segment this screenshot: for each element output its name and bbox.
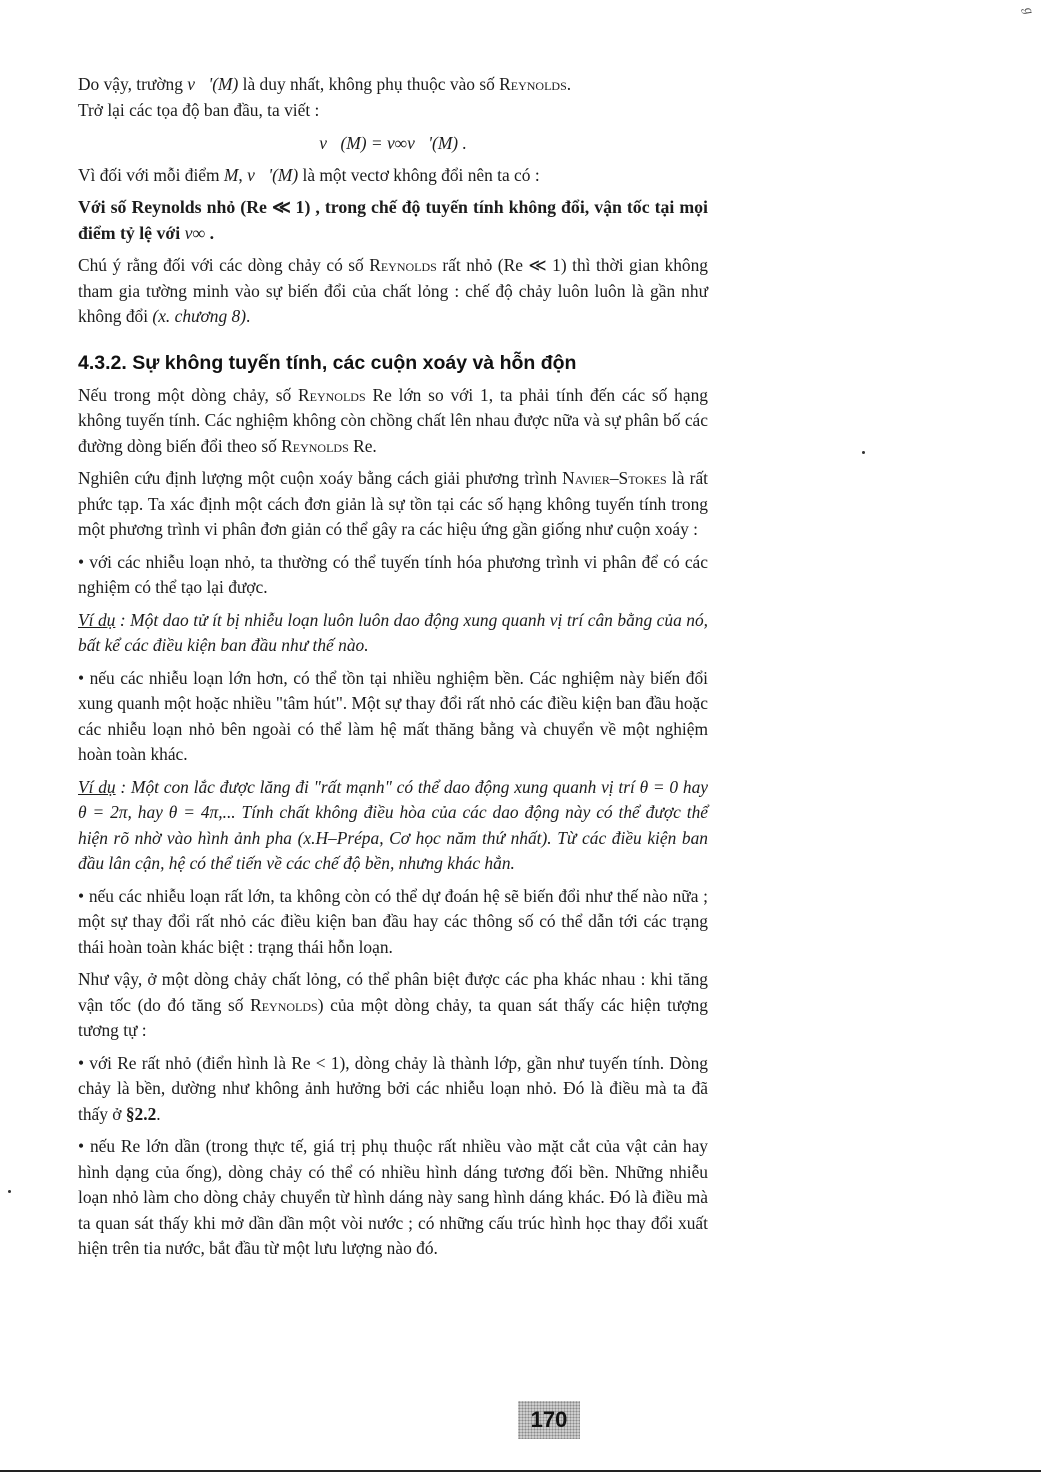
example-label: Ví dụ [78, 609, 116, 630]
text-run: Vì đối với mỗi điểm [78, 164, 224, 185]
bullet-low-re [78, 1051, 708, 1128]
text-run: • với Re rất nhỏ (điển hình là Re < 1), dòng chảy là thành lớp, gần như tuyến tính. Dòng chảy là bền, dường như không ảnh hưởng bởi các nhiễu loạn nhỏ. Đó là điều mà ta đã thấy ở [78, 1052, 708, 1124]
text-run: . [566, 74, 572, 94]
math-vprime-m: v⃗'(M) [247, 164, 299, 185]
reynolds-term: Reynolds [281, 435, 349, 456]
bullet-larger-perturbations: • nếu các nhiễu loạn lớn hơn, có thể tồn tại nhiều nghiệm bền. Các nghiệm này biến đổi xung quanh một hoặc nhiều "tâm hút". Một sự thay đổi rất nhỏ các điều kiện ban đầu hoặc các nhiễu loạn nhỏ bên ngoài có thể làm hệ mất thăng bằng và chuyển về một nghiệm hoàn toàn khác. [78, 667, 708, 764]
navier-stokes-term: Navier–Stokes [562, 468, 667, 488]
text-run: Nghiên cứu định lượng một cuộn xoáy bằng cách giải phương trình [78, 468, 563, 488]
bullet-small-perturbations: • với các nhiễu loạn nhỏ, ta thường có thể tuyến tính hóa phương trình vi phân để có các nghiệm có thể tạo lại được. [78, 551, 708, 597]
corner-scan-mark: ℊ [1019, 2, 1038, 19]
text-run: . [246, 306, 251, 326]
text-run: là rất phức tạp. Ta xác định một cách đơn giản là sự tồn tại các số hạng không tuyến tính trong một phương trình vi phân đơn giản có thể gây ra các hiệu ứng gần giống như cuộn xoáy : [78, 468, 708, 539]
text-run: ) của một dòng chảy, ta quan sát thấy các hiện tượng tương tự : [78, 994, 708, 1040]
scan-speck [862, 451, 865, 454]
paragraph-4 [78, 253, 708, 330]
bullet-increasing-re: • nếu Re lớn dần (trong thực tế, giá trị phụ thuộc rất nhiều vào mặt cắt của vật cản hay hình dạng của ống), dòng chảy có thể có nhiều hình dáng tương đối bền. Những nhiễu loạn nhỏ làm cho dòng chảy chuyển từ hình dáng này sang hình dáng khác. Đó là điều mà ta quan sát thấy khi mở dần dần một vòi nước ; có những cấu trúc hình học thay đổi xuất hiện trên tia nước, bắt đầu từ một lưu lượng nào đó. [78, 1136, 708, 1258]
bullet-chaos: • nếu các nhiễu loạn rất lớn, ta không còn có thể dự đoán hệ sẽ biến đổi như thế nào nữa ; một sự thay đổi rất nhỏ các điều kiện ban đầu hay các thông số có thể dẫn tới các trạng thái hoàn toàn khác biệt : trạng thái hỗn loạn. [78, 885, 708, 957]
example-label: Ví dụ [78, 776, 116, 797]
reynolds-term: Reynolds [499, 74, 567, 94]
chapter-reference: (x. chương 8) [152, 306, 247, 326]
section-heading: 4.3.2. Sự không tuyến tính, các cuộn xoáy và hỗn độn [78, 351, 577, 374]
text-run: rất nhỏ (Re ≪ 1) thì thời gian không tham gia tường minh vào sự biến đổi của chất lỏng : chế độ chảy luôn luôn là gần như không đổi [78, 255, 708, 326]
text-run: . [156, 1103, 161, 1124]
paragraph-2: Trở lại các tọa độ ban đầu, ta viết : [78, 99, 320, 120]
paragraph-7 [78, 967, 708, 1044]
text-run: Chú ý rằng đối với các dòng chảy có số [78, 255, 370, 275]
bold-statement [78, 195, 708, 246]
page-body [78, 72, 708, 1262]
page-number: 170 [518, 1401, 580, 1439]
text-run: là một vectơ không đổi nên ta có : [298, 164, 540, 185]
reynolds-term: Reynolds [298, 384, 366, 405]
math-v-infinity: v∞ [184, 222, 206, 243]
text-run: Re lớn so với 1, ta phải tính đến các số hạng không tuyến tính. Các nghiệm không còn chồng chất lên nhau được nữa và sự phân bố các đường dòng biến đổi theo số [78, 384, 708, 456]
text-run: Re. [348, 435, 377, 456]
example-text: : Một dao tử ít bị nhiễu loạn luôn luôn dao động xung quanh vị trí cân bằng của nó, bất kể các điều kiện ban đầu như thế nào. [78, 609, 709, 655]
paragraph-1 [78, 72, 708, 98]
scan-speck [8, 1190, 11, 1193]
paragraph-5 [78, 383, 708, 460]
text-run: Như vậy, ở một dòng chảy chất lỏng, có thể phân biệt được các pha khác nhau : khi tăng vận tốc (do đó tăng số [78, 969, 708, 1015]
reynolds-term: Reynolds [369, 255, 437, 275]
text-run: Do vậy, trường [78, 74, 188, 94]
text-run: Nếu trong một dòng chảy, số [78, 384, 299, 405]
paragraph-6 [78, 466, 708, 543]
math-vprime-m: v⃗'(M) [187, 74, 239, 94]
example-text: : Một con lắc được lăng đi "rất mạnh" có thể dao động xung quanh vị trí θ = 0 hay θ = 2π, hay θ = 4π,... Tính chất không điều hòa của các dao động này có thể được thể hiện rõ nhờ vào hình ảnh pha (x.H–Prépa, Cơ học năm thứ nhất). Từ các điều kiện ban đầu lân cận, hệ có thể tiến về các chế độ bền, nhưng khác hẳn. [78, 776, 708, 873]
text-run: là duy nhất, không phụ thuộc vào số [238, 74, 500, 94]
bottom-rule [0, 1470, 1041, 1472]
paragraph-3 [78, 163, 708, 189]
math-m: M [223, 164, 239, 185]
example-1 [78, 608, 708, 659]
text-run: . [205, 222, 215, 243]
text-run: , [238, 164, 248, 185]
section-reference: §2.2 [125, 1103, 157, 1124]
equation-velocity: v⃗(M) = v∞v⃗'(M) . [319, 133, 467, 153]
reynolds-term: Reynolds [250, 994, 318, 1015]
example-2 [78, 775, 708, 877]
text-run: Với số Reynolds nhỏ (Re ≪ 1) , trong chế độ tuyến tính không đổi, vận tốc tại mọi điểm tỷ lệ với [78, 197, 708, 243]
